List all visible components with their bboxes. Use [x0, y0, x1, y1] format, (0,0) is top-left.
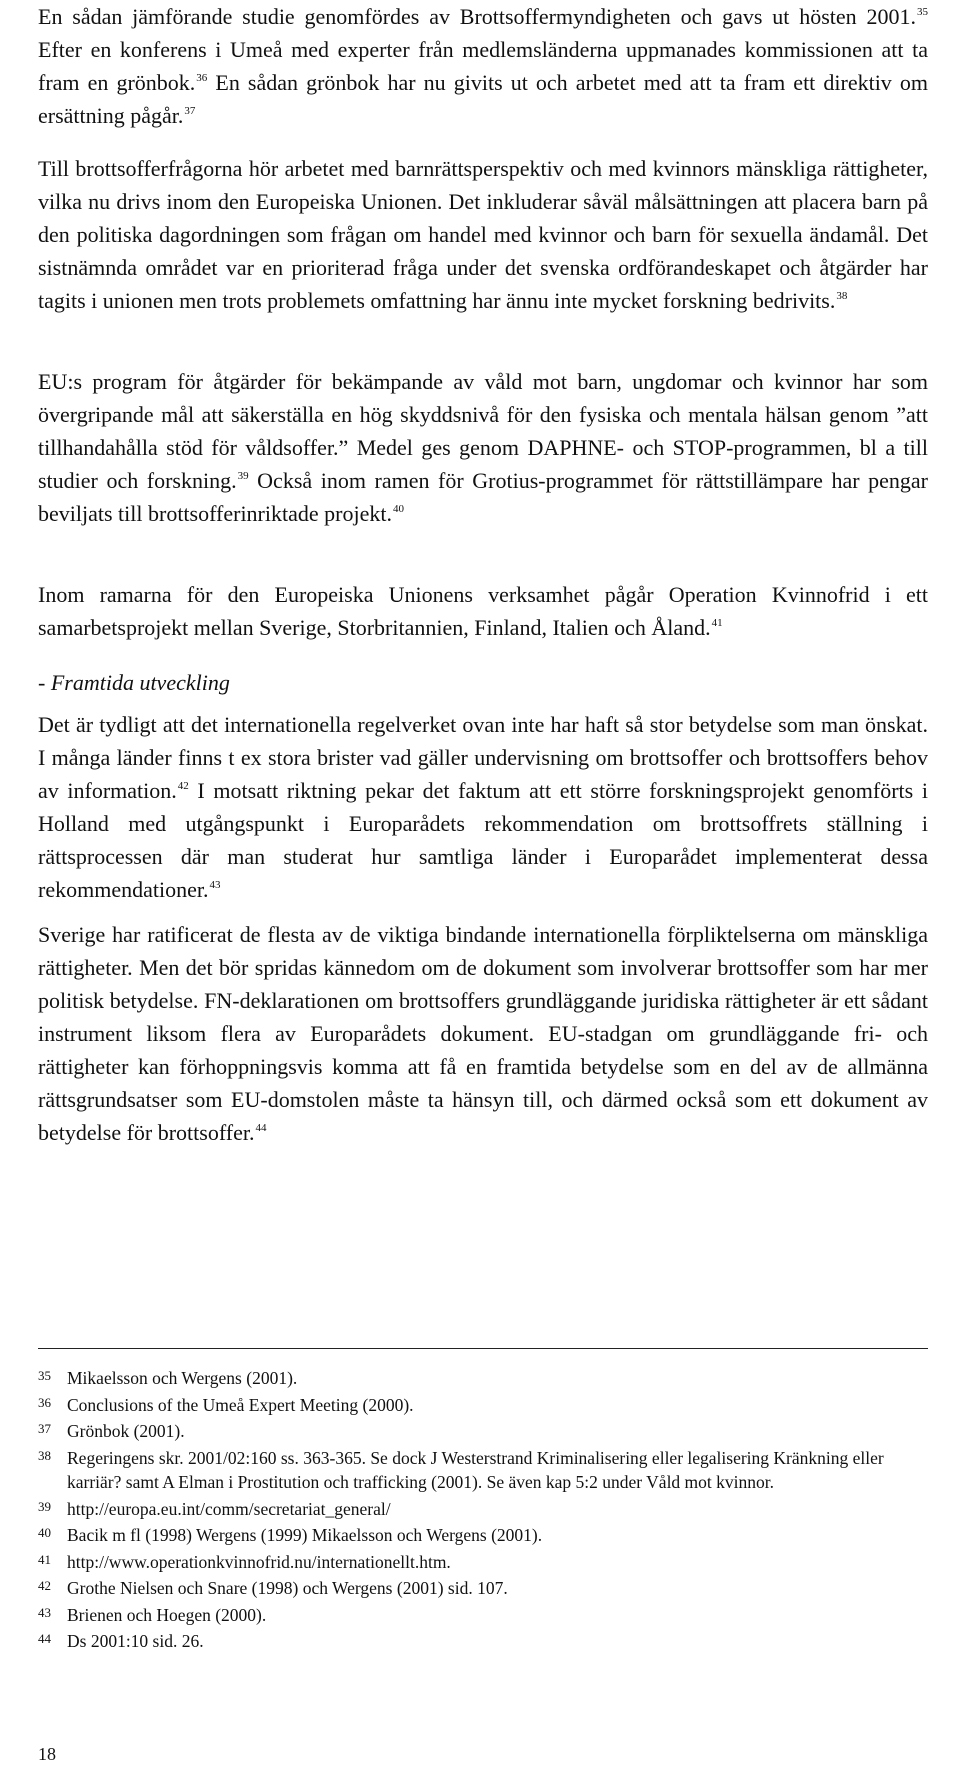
- footnote-text: http://www.operationkvinnofrid.nu/internationellt.htm.: [67, 1551, 451, 1572]
- footnote-number: 42: [38, 1578, 51, 1593]
- footnote-number: 36: [38, 1394, 51, 1410]
- page-number: 18: [38, 1744, 56, 1764]
- footnote-number: 43: [38, 1604, 51, 1620]
- footnote-number: 35: [38, 1368, 51, 1383]
- section-heading: - Framtida utveckling: [38, 670, 230, 695]
- footnote-text: Grönbok (2001).: [67, 1421, 185, 1441]
- footnote: [38, 1550, 928, 1575]
- footnote-marker: 37: [184, 105, 196, 117]
- footnote-text: Brienen och Hoegen (2000).: [67, 1604, 267, 1625]
- footnote-text: Regeringens skr. 2001/02:160 ss. 363-365. Se dock J Westerstrand Kriminalisering eller legalisering Kränkning eller karriär? samt A Elman i Prostitution och trafficking (2001). Se även kap 5:2 under Våld mot kvinnor.: [67, 1447, 884, 1492]
- footnote: [38, 1393, 928, 1418]
- footnote: [38, 1419, 928, 1444]
- paragraph-text: EU:s program för åtgärder för bekämpande av våld mot barn, ungdomar och kvinnor har som övergripande mål att säkerställa en hög skyddsnivå för den fysiska och mentala hälsan genom ”att tillhandahålla stöd för våldsoffer.” Medel ges genom DAPHNE- och STOP-programmen, bl a till studier och forskning.: [38, 369, 928, 493]
- paragraph-text: Också inom ramen för Grotius-programmet för rättstillämpare har pengar beviljats till brottsofferinriktade projekt.: [38, 468, 929, 526]
- footnote-marker: 35: [917, 6, 928, 18]
- paragraph-text: Sverige har ratificerat de flesta av de viktiga bindande internationella förpliktelserna om mänskliga rättigheter. Men det bör spridas kännedom om de dokument som involverar brottsoffer som har mer politisk betydelse. FN-deklarationen om brottsoffers grundläggande juridiska rättigheter är ett sådant instrument liksom flera av Europarådets dokument. EU-stadgan om grundläggande fri- och rättigheter kan förhoppningsvis komma att få en framtida betydelse som en del av de allmänna rättsgrundsatser som EU-domstolen måste ta hänsyn till, och därmed också som ett dokument av betydelse för brottsoffer.: [38, 922, 928, 1145]
- footnote-text: Bacik m fl (1998) Wergens (1999) Mikaelsson och Wergens (2001).: [67, 1525, 543, 1545]
- footnotes: [38, 1366, 928, 1656]
- footnote-number: 41: [38, 1551, 51, 1567]
- footnote: [38, 1497, 928, 1522]
- footnote-marker: 41: [711, 617, 723, 629]
- footnote-marker: 39: [237, 470, 249, 482]
- paragraph-text: I motsatt riktning pekar det faktum att ett större forskningsprojekt genomförts i Holland med utgångspunkt i Europarådets rekommendation om brottsoffrets ställning i rättsprocessen där man studerat hur samtliga länder i Europarådet implementerat dessa rekommendationer.: [38, 778, 928, 902]
- body-paragraph: [38, 918, 928, 1149]
- footnote: [38, 1576, 928, 1601]
- body-paragraph: [38, 365, 928, 530]
- footnote-marker: 43: [209, 879, 221, 891]
- footnote-text: Mikaelsson och Wergens (2001).: [67, 1368, 298, 1388]
- footnote-marker: 40: [392, 503, 404, 515]
- footnote-number: 37: [38, 1421, 51, 1436]
- body-paragraph: [38, 708, 928, 906]
- footnote-number: 40: [38, 1525, 51, 1540]
- body-paragraph: [38, 0, 928, 132]
- paragraph-text: En sådan grönbok har nu givits ut och arbetet med att ta fram ett direktiv om ersättning pågår.: [38, 70, 928, 128]
- paragraph-text: Efter en konferens i Umeå med experter från medlemsländerna uppmanades kommissionen att ta fram en grönbok.: [38, 37, 928, 95]
- paragraph-text: En sådan jämförande studie genomfördes av Brottsoffermyndigheten och gavs ut hösten 2001.: [38, 4, 916, 29]
- footnote-text: http://europa.eu.int/comm/secretariat_general/: [67, 1498, 391, 1519]
- footnote: [38, 1446, 928, 1495]
- footnote-marker: 38: [836, 290, 848, 302]
- footnote: [38, 1523, 928, 1548]
- paragraph-text: Det är tydligt att det internationella regelverket ovan inte har haft så stor betydelse som man önskat. I många länder finns t ex stora brister vad gäller undervisning om brottsoffer och brottsoffers behov av information.: [38, 712, 928, 803]
- footnote-number: 39: [38, 1498, 51, 1514]
- paragraph-text: Till brottsofferfrågorna hör arbetet med barnrättsperspektiv och med kvinnors mänskliga rättigheter, vilka nu drivs inom den Europeiska Unionen. Det inkluderar såväl målsättningen att placera barn på den politiska dagordningen som frågan om handel med kvinnor och barn för sexuella ändamål. Det sistnämnda området var en prioriterad fråga under det svenska ordförandeskapet och åtgärder har tagits i unionen men trots problemets omfattning har ännu inte mycket forskning bedrivits.: [38, 156, 928, 313]
- body-paragraph: [38, 152, 928, 317]
- footnote-number: 44: [38, 1631, 51, 1646]
- body-paragraph: [38, 578, 928, 644]
- footnote-marker: 36: [196, 72, 208, 84]
- paragraph-text: Inom ramarna för den Europeiska Unionens verksamhet pågår Operation Kvinnofrid i ett samarbetsprojekt mellan Sverige, Storbritannien, Finland, Italien och Åland.: [38, 582, 928, 640]
- footnote-divider: [38, 1348, 928, 1349]
- footnote-text: Grothe Nielsen och Snare (1998) och Wergens (2001) sid. 107.: [67, 1578, 508, 1598]
- footnote-marker: 42: [177, 780, 189, 792]
- footnote-number: 38: [38, 1447, 51, 1463]
- footnote: [38, 1603, 928, 1628]
- footnote: [38, 1629, 928, 1654]
- footnote-marker: 44: [255, 1122, 267, 1134]
- footnote-text: Ds 2001:10 sid. 26.: [67, 1631, 204, 1651]
- footnote-text: Conclusions of the Umeå Expert Meeting (2000).: [67, 1394, 414, 1415]
- footnote: [38, 1366, 928, 1391]
